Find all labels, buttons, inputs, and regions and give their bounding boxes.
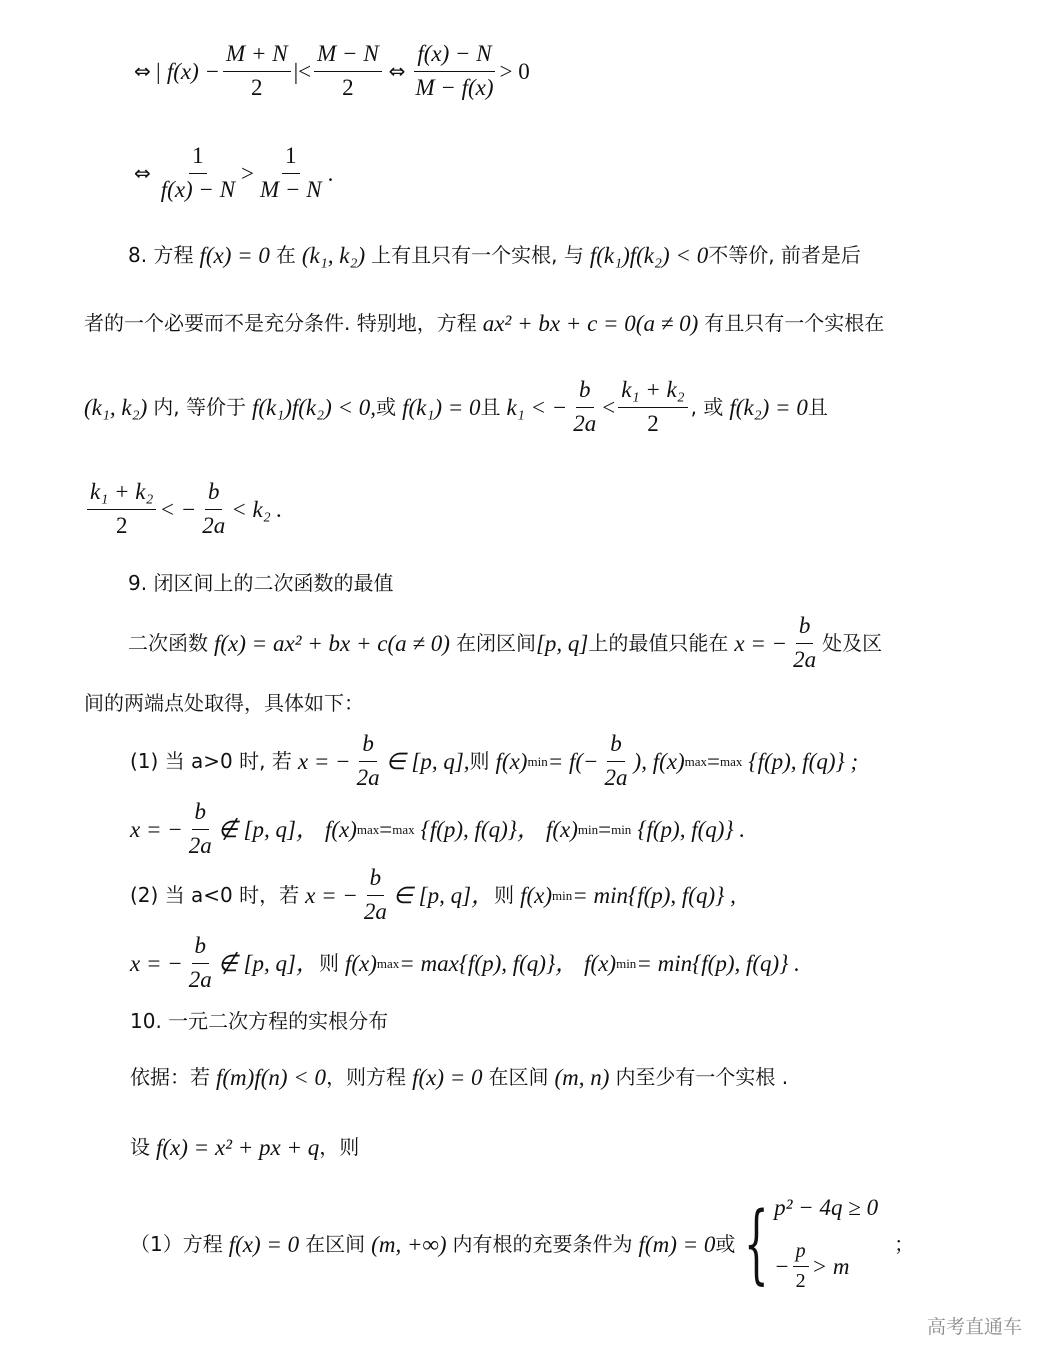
item8-line-2: 者的一个必要而不是充分条件. 特别地，方程 ax² + bx + c = 0(a ≠ 0) 有且只有一个实根在 <box>84 310 885 336</box>
item10-condition-1: （1）方程 f(x) = 0 在区间 (m, +∞) 内有根的充要条件为 f(m) = 0 或 { p² − 4q ≥ 0 − $\frac{p}{2}$ > m ； <box>130 1194 915 1294</box>
item8-line-1: 8. 方程 f(x) = 0 在 (k₁, k₂) 上有且只有一个实根, 与 f(k₁)f(k₂) < 0 不等价, 前者是后 <box>128 242 861 268</box>
item9-case-1: (1) 当 a>0 时, 若 x = − $\frac{b}{2a}$ ∈ [p, q], 则 f(x) min = f(− $\frac{b}{2a}$ ), f(x) max = max {f(p), f(q)} ; <box>130 731 859 790</box>
item8-line-4: $\frac{\text{k₁ + k₂}}{2}$ < − $\frac{b}{2a}$ < k₂ . <box>84 476 282 542</box>
item10-setup: 设 f(x) = x² + px + q ，则 <box>130 1134 360 1160</box>
cases-block: p² − 4q ≥ 0 − $\frac{p}{2}$ > m <box>774 1195 879 1292</box>
watermark: 高考直通车 <box>926 1316 1022 1338</box>
fraction: $\frac{1}{M - N}$ <box>260 143 322 202</box>
iff-symbol: ⇔ <box>388 59 406 83</box>
fraction: $\frac{M + N}{2}$ <box>223 42 291 99</box>
fraction: $\frac{b}{2a}$ <box>573 377 597 436</box>
item9-case-2: (2) 当 a<0 时，若 x = − $\frac{b}{2a}$ ∈ [p, q]， 则 f(x) min = min{f(p), f(q)} , <box>130 865 736 924</box>
left-brace: { <box>744 1194 770 1294</box>
fraction: $\frac{f(x) - N}{M - f(x)}$ <box>415 41 494 100</box>
fraction: $\frac{\text{k₁ + k₂}}{2}$ <box>618 378 687 435</box>
fraction: $\frac{p}{2}$ <box>793 1241 809 1292</box>
iff-symbol: ⇔ <box>134 161 151 185</box>
fraction: $\frac{b}{2a}$ <box>188 799 212 858</box>
fraction: $\frac{b}{2a}$ <box>356 731 380 790</box>
fraction: $\frac{b}{2a}$ <box>793 613 817 672</box>
equivalence-line-2: ⇔ $\frac{1}{f(x) - N}$ > $\frac{1}{M - N}$ . <box>134 143 334 202</box>
equivalence-line-1: ⇔ | f(x) − $\frac{M + N}{2}$ |< $\frac{M - N}{2}$ ⇔ $\frac{f(x) - N}{M - f(x)}$ > 0 <box>134 41 530 100</box>
fraction: $\frac{b}{2a}$ <box>604 731 628 790</box>
item10-title: 10. 一元二次方程的实根分布 <box>130 1009 389 1033</box>
fraction: $\frac{b}{2a}$ <box>188 933 212 992</box>
fraction: $\frac{b}{2a}$ <box>363 865 387 924</box>
item9-case-1b: x = − $\frac{b}{2a}$ ∉ [p, q]， f(x) max = max {f(p), f(q)}， f(x) min = min {f(p), f(q)} . <box>130 799 746 858</box>
item9-case-2b: x = − $\frac{b}{2a}$ ∉ [p, q]， 则 f(x) max = max{f(p), f(q)}， f(x) min = min{f(p), f(q)} . <box>130 933 800 992</box>
iff-symbol: ⇔ <box>134 59 151 83</box>
fraction: $\frac{b}{2a}$ <box>202 479 226 538</box>
fraction: $\frac{1}{f(x) - N}$ <box>160 143 236 202</box>
item9-line-2: 间的两端点处取得，具体如下： <box>84 691 364 715</box>
item8-line-3: (k₁, k₂) 内, 等价于 f(k₁)f(k₂) < 0, 或 f(k₁) = 0 且 k₁ < − $\frac{b}{2a}$ < $\frac{\text{k₁ + k₂}}{2}$ , 或 f(k₂) = 0 且 <box>84 377 828 436</box>
fraction: $\frac{M - N}{2}$ <box>314 42 382 99</box>
item10-basis: 依据：若 f(m)f(n) < 0 ，则方程 f(x) = 0 在区间 (m, n) 内至少有一个实根 . <box>130 1064 789 1090</box>
item9-line-1: 二次函数 f(x) = ax² + bx + c(a ≠ 0) 在闭区间 [p, q] 上的最值只能在 x = − $\frac{b}{2a}$ 处及区 <box>128 613 883 672</box>
fraction: $\frac{\text{k₁ + k₂}}{2}$ <box>87 480 156 537</box>
item9-title: 9. 闭区间上的二次函数的最值 <box>128 571 394 595</box>
